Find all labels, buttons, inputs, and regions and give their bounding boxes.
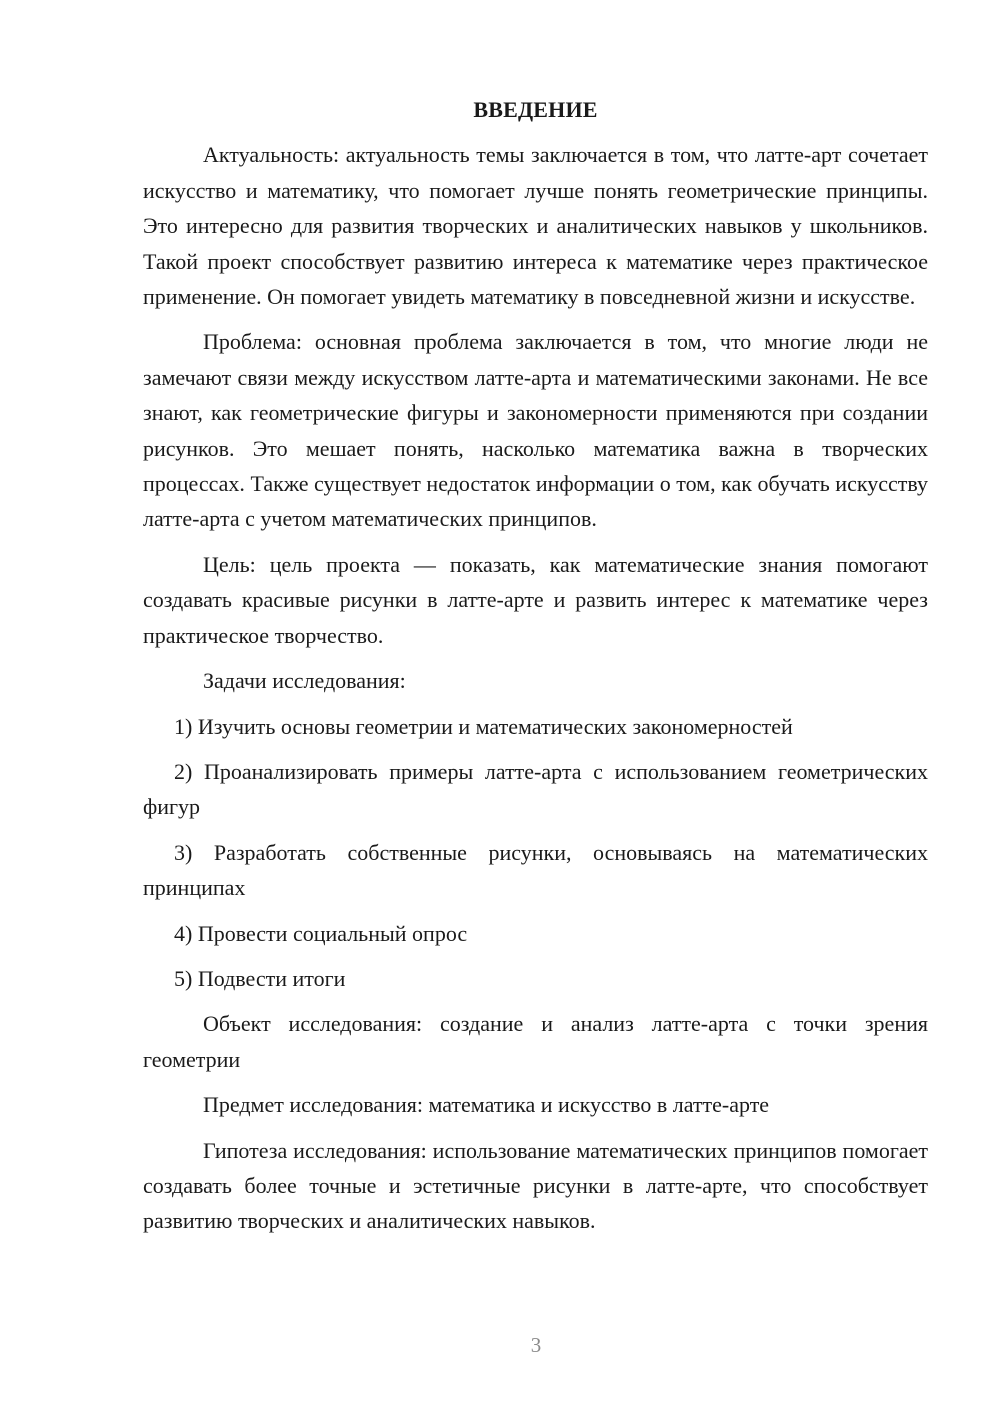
list-item-task-5: 5) Подвести итоги xyxy=(174,965,346,991)
list-item-task-3: 3) Разработать собственные рисунки, основываясь на математических принципах xyxy=(143,839,928,901)
paragraph-subject: Предмет исследования: математика и искусство в латте-арте xyxy=(203,1092,770,1118)
list-item-task-4: 4) Провести социальный опрос xyxy=(174,920,468,946)
paragraph-problem: Проблема: основная проблема заключается в том, что многие люди не замечают связи между искусством латте-арта и математическими законами. Не все знают, как геометрические фигуры и закономерности применяются при создании рисунков. Это мешает понять, насколько математика важна в творческих процессах. Также существует недостаток информации о том, как обучать искусству латте-арта с учетом математических принципов. xyxy=(143,329,928,532)
section-heading: ВВЕДЕНИЕ xyxy=(473,97,598,122)
list-item-task-2: 2) Проанализировать примеры латте-арта с использованием геометрических фигур xyxy=(143,758,928,820)
list-item-task-1: 1) Изучить основы геометрии и математических закономерностей xyxy=(174,713,793,739)
document-body xyxy=(143,92,928,1249)
page-number: 3 xyxy=(530,1333,542,1357)
paragraph-goal: Цель: цель проекта — показать, как математические знания помогают создавать красивые рисунки в латте-арте и развить интерес к математике через практическое творчество. xyxy=(143,551,928,648)
paragraph-tasks-title: Задачи исследования: xyxy=(203,668,406,694)
paragraph-relevance: Актуальность: актуальность темы заключается в том, что латте-арт сочетает искусство и математику, что помогает лучше понять геометрические принципы. Это интересно для развития творческих и аналитических навыков у школьников. Такой проект способствует развитию интереса к математике через практическое применение. Он помогает увидеть математику в повседневной жизни и искусстве. xyxy=(143,142,928,310)
paragraph-object: Объект исследования: создание и анализ латте-арта с точки зрения геометрии xyxy=(143,1011,928,1072)
paragraph-hypothesis: Гипотеза исследования: использование математических принципов помогает создавать более точные и эстетичные рисунки в латте-арте, что способствует развитию творческих и аналитических навыков. xyxy=(143,1137,928,1234)
